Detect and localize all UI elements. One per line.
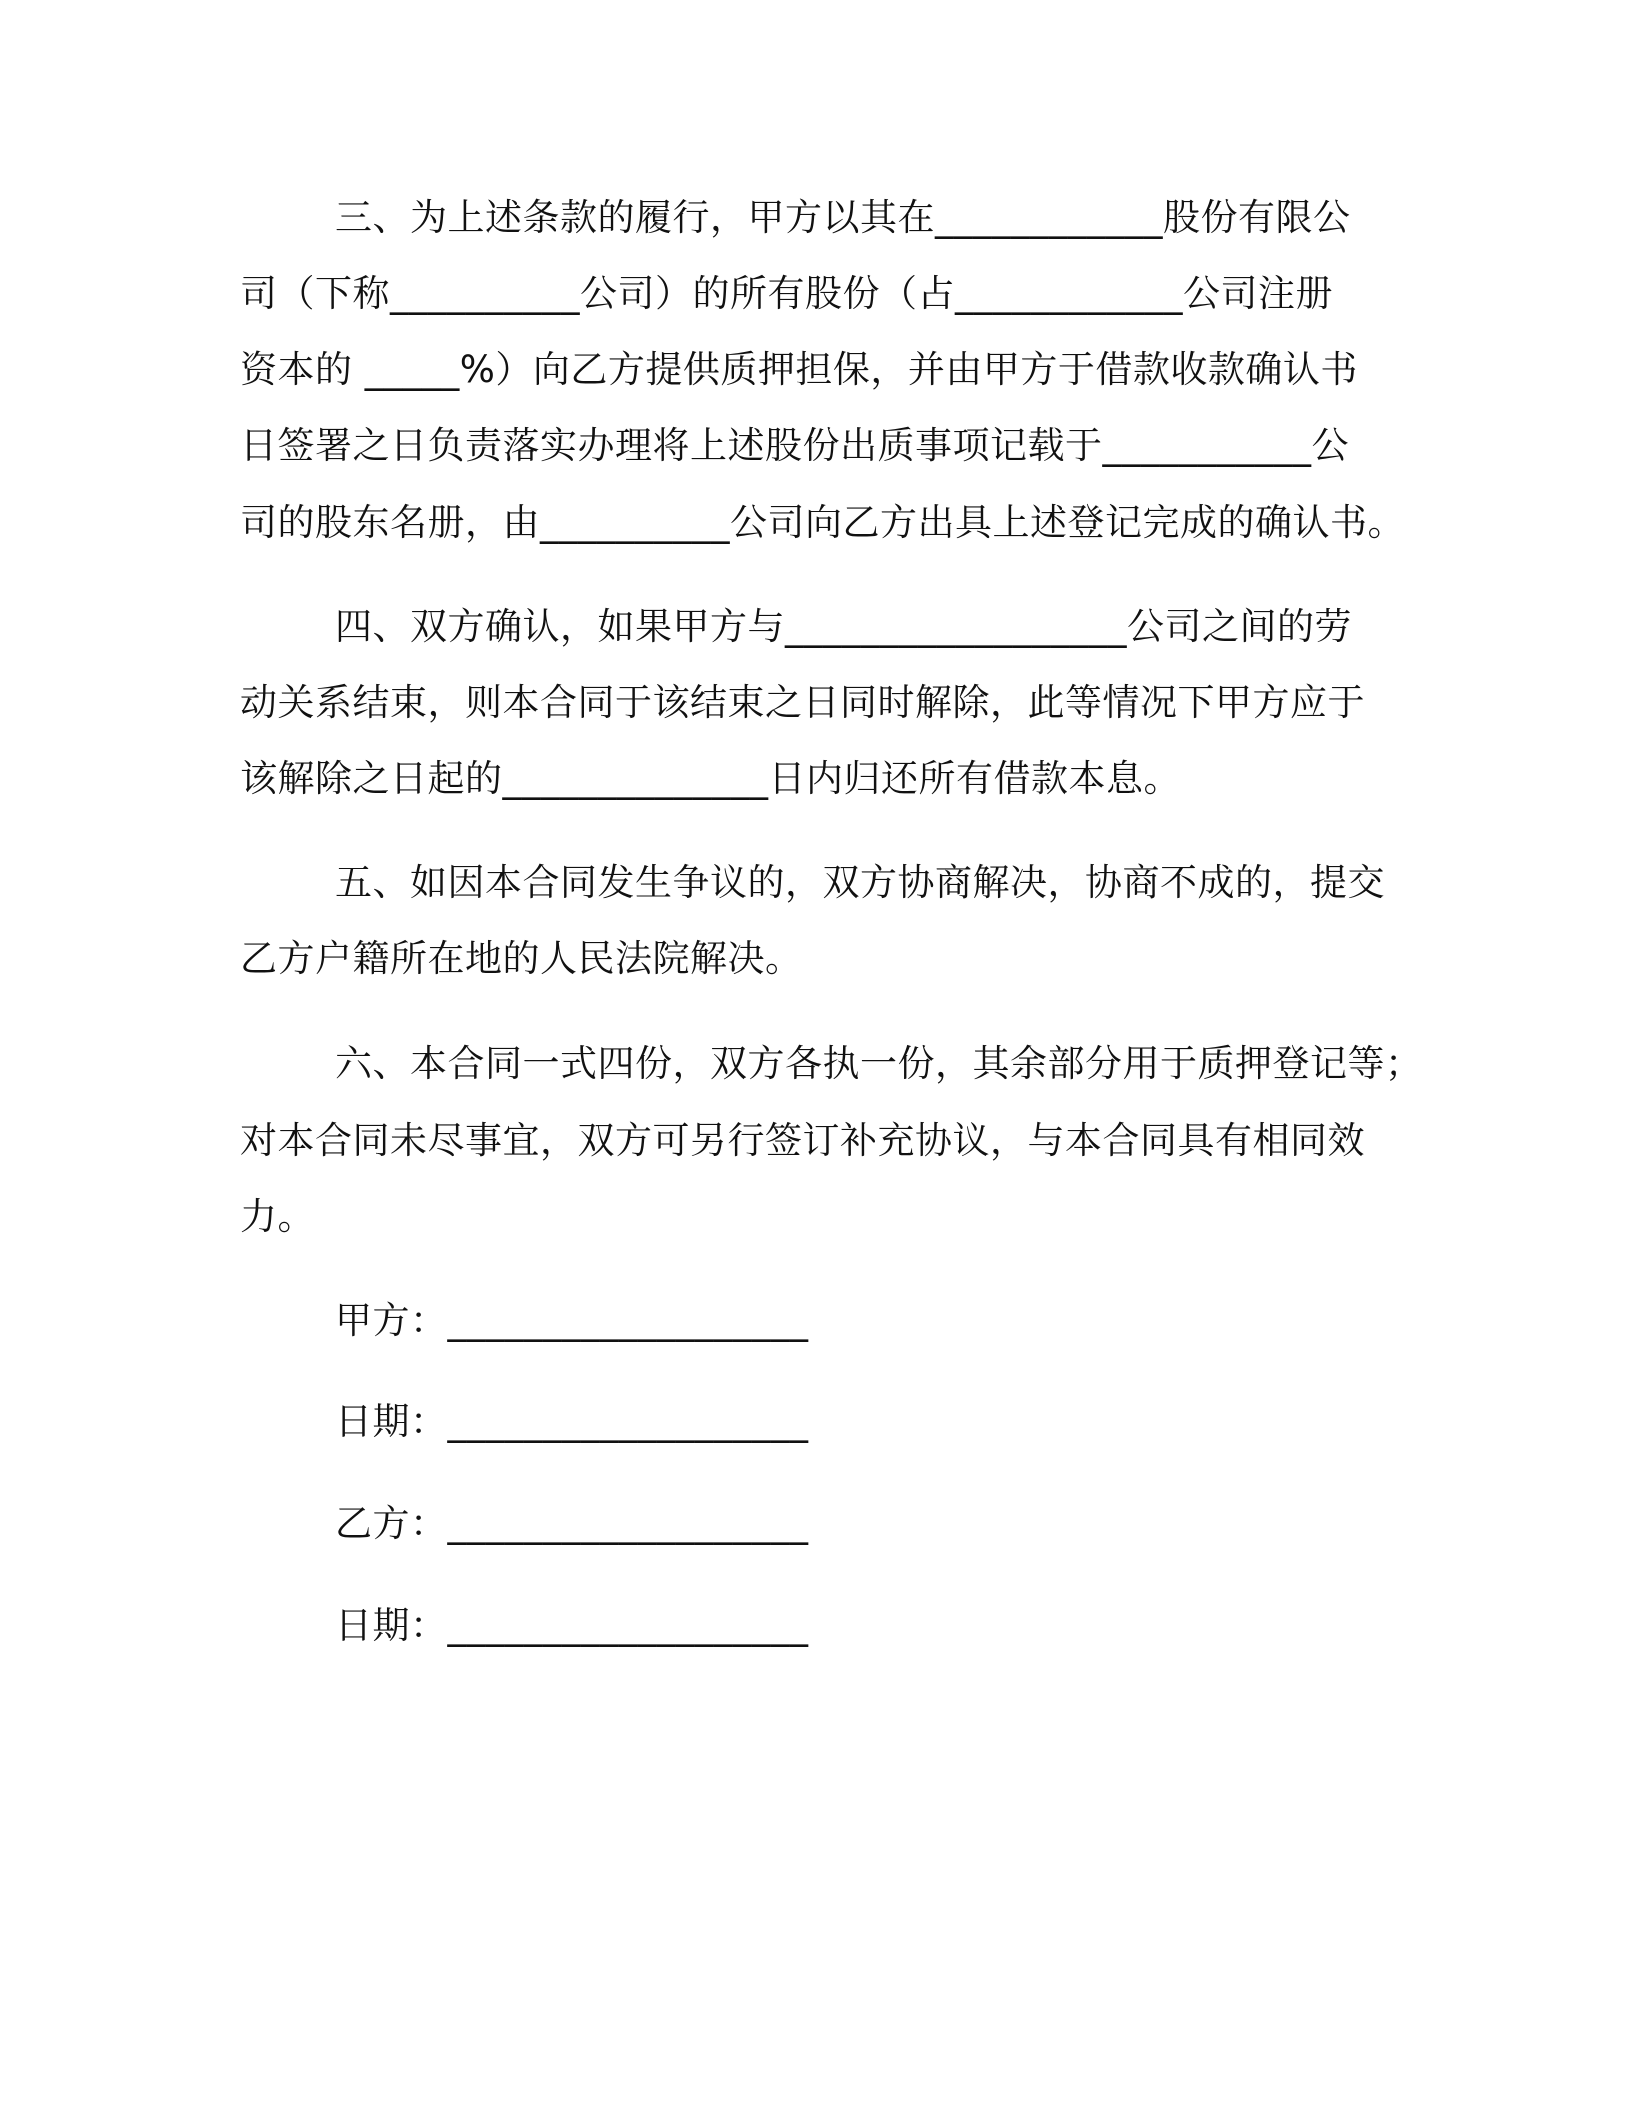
clause-6-line-1: 六、本合同一式四份，双方各执一份，其余部分用于质押登记等； — [335, 1042, 1423, 1085]
clause-4-line-1: 四、双方确认，如果甲方与__________________公司之间的劳 — [335, 605, 1352, 648]
party-b-date-line: 日期：___________________ — [335, 1604, 809, 1647]
clause-5-line-1: 五、如因本合同发生争议的，双方协商解决，协商不成的，提交 — [335, 861, 1385, 904]
clause-3-line-1: 三、为上述条款的履行，甲方以其在____________股份有限公 — [335, 196, 1351, 239]
clause-3-line-3: 资本的 _____%）向乙方提供质押担保，并由甲方于借款收款确认书 — [240, 348, 1358, 391]
party-a-date-line: 日期：___________________ — [335, 1400, 809, 1443]
party-b-signature-line: 乙方：___________________ — [335, 1502, 809, 1545]
clause-3-line-5: 司的股东名册，由__________公司向乙方出具上述登记完成的确认书。 — [240, 501, 1405, 544]
clause-3-line-4: 日签署之日负责落实办理将上述股份出质事项记载于___________公 — [240, 424, 1349, 467]
clause-5-line-2: 乙方户籍所在地的人民法院解决。 — [240, 937, 803, 980]
clause-6-line-3: 力。 — [240, 1195, 315, 1238]
clause-3-line-2: 司（下称__________公司）的所有股份（占____________公司注册 — [240, 272, 1333, 315]
clause-4-line-2: 动关系结束，则本合同于该结束之日同时解除，此等情况下甲方应于 — [240, 681, 1365, 724]
party-a-signature-line: 甲方：___________________ — [335, 1299, 809, 1342]
clause-4-line-3: 该解除之日起的______________日内归还所有借款本息。 — [240, 757, 1181, 800]
clause-6-line-2: 对本合同未尽事宜，双方可另行签订补充协议，与本合同具有相同效 — [240, 1119, 1365, 1162]
